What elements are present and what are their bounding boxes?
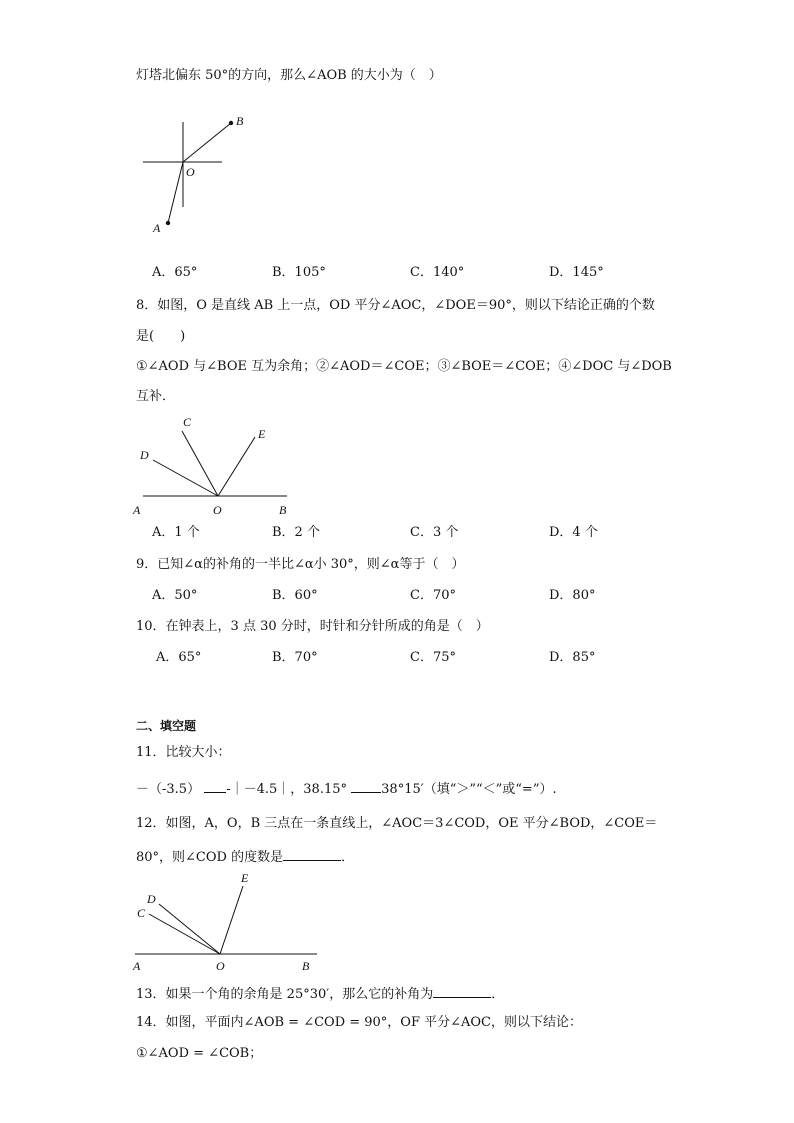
q7-stem: 灯塔北偏东 50°的方向，那么∠AOB 的大小为（ ） <box>136 68 442 83</box>
q9-option-d[interactable]: D．80° <box>549 588 596 603</box>
q7-option-b[interactable]: B．105° <box>272 265 326 280</box>
q8-label-B: B <box>279 503 287 517</box>
q7-label-B: B <box>236 114 244 128</box>
q12-label-E: E <box>241 871 249 885</box>
q7-label-A: A <box>153 221 161 235</box>
q12-line2-end: ． <box>341 850 355 865</box>
q12-line2-text: 80°，则∠COD 的度数是 <box>136 850 284 865</box>
q10-option-a[interactable]: A．65° <box>156 650 202 665</box>
q10-option-d[interactable]: D．85° <box>549 650 596 665</box>
q10-option-b[interactable]: B．70° <box>272 650 318 665</box>
q7-option-d[interactable]: D．145° <box>549 265 604 280</box>
q12-label-O: O <box>216 959 225 973</box>
section-title-fill-in: 二、填空题 <box>136 719 197 733</box>
q8-label-C: C <box>183 415 192 429</box>
q13-stem <box>136 983 504 1004</box>
q11-part2: -｜－4.5｜，38.15° <box>226 782 348 797</box>
q8-line3: ①∠AOD 与∠BOE 互为余角；②∠AOD＝∠COE；③∠BOE＝∠COE；④∠DOC 与∠DOB <box>136 359 672 374</box>
q13-answer-blank[interactable] <box>433 983 491 998</box>
q13-text: 13．如果一个角的余角是 25°30′，那么它的补角为 <box>136 987 434 1002</box>
q12-ray-OC <box>149 914 220 954</box>
q12-label-C: C <box>137 906 146 920</box>
q8-label-D: D <box>140 448 149 462</box>
q8-label-E: E <box>258 427 266 441</box>
q14-line1: 14．如图，平面内∠AOB = ∠COD = 90°，OF 平分∠AOC，则以下结论： <box>136 1015 583 1030</box>
q9-option-b[interactable]: B．60° <box>272 588 318 603</box>
q12-label-D: D <box>147 892 156 906</box>
q12-ray-OE <box>220 886 243 954</box>
q12-ray-OD <box>159 904 220 954</box>
q8-option-b[interactable]: B．2 个 <box>272 525 320 540</box>
q7-option-a[interactable]: A．65° <box>152 265 198 280</box>
q12-label-A: A <box>133 959 141 973</box>
q10-stem: 10．在钟表上，3 点 30 分时，时针和分针所成的角是（ ） <box>136 619 489 634</box>
q8-line4: 互补． <box>136 389 176 404</box>
q11-part1: －（-3.5） <box>136 782 201 797</box>
q9-stem: 9．已知∠α的补角的一半比∠α小 30°，则∠α等于（ ） <box>136 557 465 572</box>
q7-label-O: O <box>186 165 195 179</box>
q8-option-d[interactable]: D．4 个 <box>549 525 598 540</box>
q8-option-c[interactable]: C．3 个 <box>410 525 459 540</box>
q11-stem: 11．比较大小： <box>136 745 231 760</box>
q9-option-c[interactable]: C．70° <box>410 588 456 603</box>
q7-option-c[interactable]: C．140° <box>410 265 465 280</box>
q8-line1: 8．如图，O 是直线 AB 上一点，OD 平分∠AOC，∠DOE＝90°，则以下结论正确的个数 <box>136 298 655 313</box>
q13-end: ． <box>491 987 505 1002</box>
q8-label-O: O <box>213 503 222 517</box>
q12-line1: 12．如图，A，O，B 三点在一条直线上，∠AOC＝3∠COD，OE 平分∠BOD，∠COE＝ <box>136 816 658 831</box>
q8-option-a[interactable]: A．1 个 <box>152 525 200 540</box>
q8-line2: 是( ) <box>136 329 186 344</box>
q14-line2: ①∠AOD = ∠COB； <box>136 1046 263 1061</box>
q12-label-B: B <box>302 959 310 973</box>
q10-option-c[interactable]: C．75° <box>410 650 456 665</box>
q9-option-a[interactable]: A．50° <box>152 588 198 603</box>
q11-part3: 38°15′（填“＞”“＜”或“=”）. <box>381 782 557 797</box>
q8-label-A: A <box>133 503 141 517</box>
